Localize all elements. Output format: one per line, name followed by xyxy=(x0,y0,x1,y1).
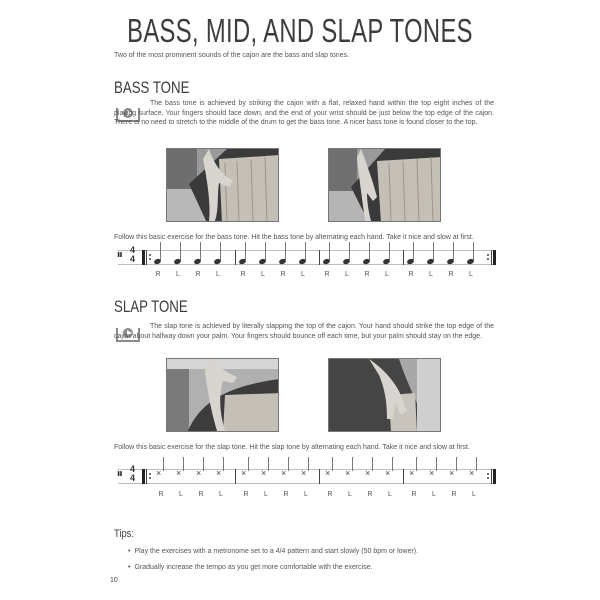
slap-tone-paragraph: The slap tone is achieved by literally slapping the top of the cajon. Your hand should strike the top edge of the cajon about halfway down your palm. Your fingers should bounce off each time, but your palm should stay on the edge. xyxy=(114,323,494,340)
bass-tone-heading: BASS TONE xyxy=(114,78,190,97)
percussion-clef-icon: 𝄥 xyxy=(118,467,122,481)
time-signature: 4 4 xyxy=(130,464,136,483)
tip-item: • Gradually increase the tempo as you get more comfortable with the exercise. xyxy=(128,564,373,571)
intro-text: Two of the most prominent sounds of the cajon are the bass and slap tones. xyxy=(114,52,350,59)
slap-tone-heading: SLAP TONE xyxy=(114,297,188,316)
time-signature: 4 4 xyxy=(130,245,136,264)
bass-exercise-instructions: Follow this basic exercise for the bass tone. Hit the bass tone by alternating each hand. Take it nice and slow at first. xyxy=(114,234,474,241)
bass-tone-photo-2 xyxy=(328,148,441,222)
bass-tone-photo-1 xyxy=(166,148,279,222)
tips-heading: Tips: xyxy=(114,528,134,540)
bullet-icon: • xyxy=(128,548,131,555)
slap-exercise-instructions: Follow this basic exercise for the slap tone. Hit the slap tone by alternating each hand. Take it nice and slow at first. xyxy=(114,444,470,451)
bullet-icon: • xyxy=(128,564,131,571)
percussion-clef-icon: 𝄥 xyxy=(118,248,122,262)
bass-tone-paragraph: The bass tone is achieved by striking the cajon with a flat, relaxed hand within the top eight inches of the playing surface. Your fingers should face down, and the end of your wrist should be just below the top edge of the cajon. There is no need to stretch to the middle of the drum to get the bass tone. A nicer bass tone is found closer to the top. xyxy=(114,100,494,126)
bass-tone-notation xyxy=(118,245,496,264)
slap-tone-photo-1 xyxy=(166,358,279,432)
page-number: 10 xyxy=(110,577,118,584)
tip-item: • Play the exercises with a metronome set to a 4/4 pattern and start slowly (50 bpm or lower). xyxy=(128,548,419,555)
slap-tone-photo-2 xyxy=(328,358,441,432)
slap-tone-notation: 𝄥 4 4 × × × × × × × × × × × × × × × × xyxy=(118,469,496,483)
page-title: BASS, MID, AND SLAP TONES xyxy=(127,12,473,49)
